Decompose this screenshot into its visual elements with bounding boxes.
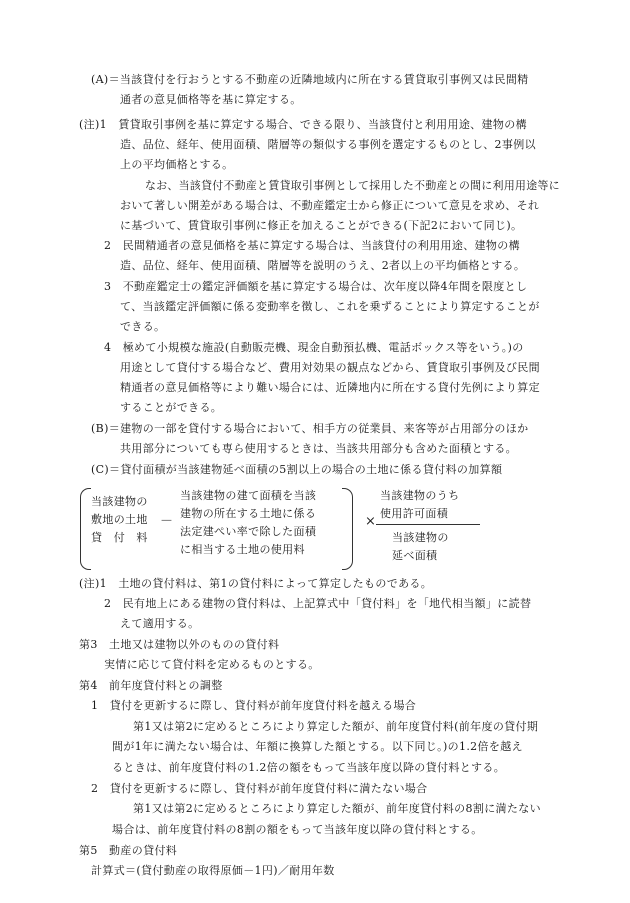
note-1-line-4: なお、当該貸付不動産と賃貸取引事例として採用した不動産との間に利用用途等に [145,179,560,192]
paragraph-b-line-2: 共用部分についても専ら使用するときは、当該共用部分も含めた面積とする。 [120,442,518,455]
section-4-item-1-line-1: 第1又は第2に定めるところにより算定した額が、前年度貸付料(前年度の貸付期 [133,720,539,733]
paragraph-c-line: (C)＝貸付面積が当該建物延べ面積の5割以上の場合の土地に係る貸付料の加算額 [91,463,503,476]
note-4-line-4: することができる。 [120,401,223,414]
minus-sign: － [160,514,174,529]
note-3-line-1: 3 不動産鑑定士の鑑定評価額を基に算定する場合は、次年度以降4年間を限度とし [104,280,528,293]
section-3-body: 実情に応じて貸付料を定めるものとする。 [104,658,320,671]
formula-left-line-2: 敷地の土地 [91,513,148,526]
section-3-heading: 第3 土地又は建物以外のものの貸付料 [79,638,280,651]
formula-middle-line-3: 法定建ぺい率で除した面積 [180,525,317,538]
note-2-line-2: 造、品位、経年、使用面積、階層等を説明のうえ、2者以上の平均価格とする。 [120,259,526,272]
note-1-line-5: おいて著しい開差がある場合は、不動産鑑定士から修正について意見を求め、それ [120,199,540,212]
fraction-denominator-line-2: 延べ面積 [392,549,438,562]
paragraph-a-line-1: (A)＝当該貸付を行おうとする不動産の近隣地域内に所在する賃貸取引事例又は民間精 [91,73,529,86]
paragraph-a-line-2: 通者の意見価格等を基に算定する。 [120,93,302,106]
note-1-line-6: に基づいて、賃貸取引事例に修正を加えることができる(下記2において同じ)。 [120,219,523,232]
formula-left-line-1: 当該建物の [91,495,148,508]
note-1-line-1: (注)1 賃貸取引事例を基に算定する場合、できる限り、当該貸付と利用用途、建物の構 [79,118,527,131]
section-5-formula: 計算式＝(貸付動産の取得原価－1円)／耐用年数 [91,864,335,877]
times-sign: × [365,514,376,529]
fraction-numerator-line-2: 使用許可面積 [380,507,449,520]
note-1-line-3: 上の平均価格とする。 [120,158,234,171]
section-4-item-2-title: 2 貸付を更新するに際し、貸付料が前年度貸付料に満たない場合 [91,782,428,795]
formula-note-1: (注)1 土地の貸付料は、第1の貸付料によって算定したものである。 [79,577,433,590]
right-bracket [342,488,353,570]
note-3-line-2: て、当該鑑定評価額に係る変動率を徴し、これを乗ずることにより算定することが [120,300,540,313]
fraction-bar [376,524,480,525]
note-2-line-1: 2 民間精通者の意見価格を基に算定する場合は、当該貸付の利用用途、建物の構 [104,239,520,252]
formula-left-line-3: 貸 付 料 [91,531,148,544]
section-4-item-2-line-1: 第1又は第2に定めるところにより算定した額が、前年度貸付料の8割に満たない [133,802,541,815]
note-4-line-3: 精通者の意見価格等により難い場合には、近隣地内に所在する貸付先例により算定 [120,381,540,394]
formula-note-2-line-1: 2 民有地上にある建物の貸付料は、上記算式中「貸付料」を「地代相当額」に読替 [104,597,532,610]
section-4-item-1-title: 1 貸付を更新するに際し、貸付料が前年度貸付料を越える場合 [91,699,417,712]
section-4-heading: 第4 前年度貸付料との調整 [79,679,223,692]
fraction-denominator-line-1: 当該建物の [392,531,449,544]
note-4-line-2: 用途として貸付する場合など、費用対効果の観点などから、賃貸取引事例及び民間 [120,361,540,374]
formula-note-2-line-2: えて適用する。 [120,617,200,630]
left-bracket [80,488,91,570]
section-4-item-1-line-3: るときは、前年度貸付料の1.2倍の額をもって当該年度以降の貸付料とする。 [112,761,506,774]
fraction-numerator-line-1: 当該建物のうち [380,489,460,502]
section-4-item-2-line-2: 場合は、前年度貸付料の8割の額をもって当該年度以降の貸付料とする。 [112,823,483,836]
note-3-line-3: できる。 [120,320,166,333]
section-4-item-1-line-2: 間が1年に満たない場合は、年額に換算した額とする。以下同じ。)の1.2倍を越え [112,740,523,753]
formula-middle-line-1: 当該建物の建て面積を当該 [180,489,317,502]
formula-middle-line-4: に相当する土地の使用料 [180,543,305,556]
paragraph-b-line-1: (B)＝建物の一部を貸付する場合において、相手方の従業員、来客等が占用部分のほか [91,422,529,435]
section-5-heading: 第5 動産の貸付料 [79,844,178,857]
note-1-line-2: 造、品位、経年、使用面積、階層等の類似する事例を選定するものとし、2事例以 [120,138,536,151]
note-4-line-1: 4 極めて小規模な施設(自動販売機、現金自動預払機、電話ボックス等をいう。)の [104,341,524,354]
formula-middle-line-2: 建物の所在する土地に係る [180,507,317,520]
